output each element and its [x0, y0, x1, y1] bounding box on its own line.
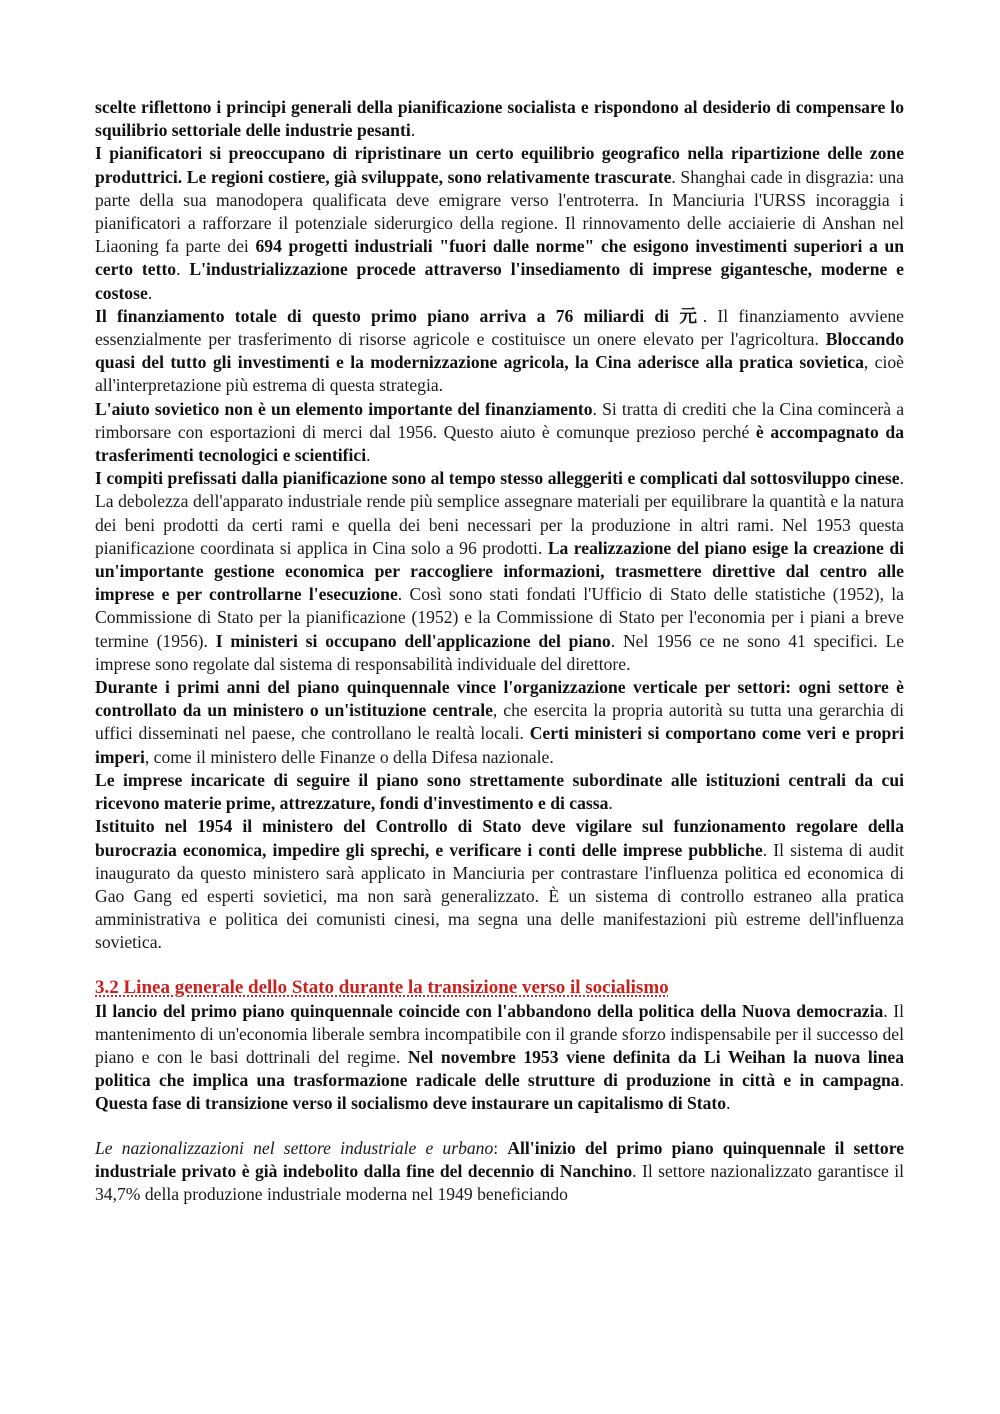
bold-text: scelte riflettono i principi generali della pianificazione socialista e rispondono al desiderio di compensare lo squilibrio settoriale delle industrie pesanti	[95, 97, 904, 141]
text-run: . Si tratta di crediti che la Cina comincerà a rimborsare con esportazioni di merci dal 1956. Questo aiuto è comunque prezioso perché	[95, 398, 904, 442]
para-imprese-subordinate	[95, 769, 904, 815]
para-compiti-pianificazione	[95, 467, 904, 676]
text-run: .	[608, 793, 613, 814]
bold-text: Durante i primi anni del piano quinquennale vince l'organizzazione verticale per settori: ogni settore è controllato da un ministero o un'istituzione centrale	[95, 677, 904, 721]
text-run: .	[899, 1070, 904, 1091]
text-run: .	[366, 445, 371, 466]
bold-text: I ministeri si occupano dell'applicazione del piano	[215, 630, 611, 651]
bold-text: Istituito nel 1954 il ministero del Controllo di Stato deve vigilare sul funzionamento regolare della burocrazia economica, impedire gli sprechi, e verificare i conti delle imprese pubbliche	[95, 816, 904, 860]
text-run: . Nel 1956 ce ne sono 41 specifici. Le imprese sono regolate dal sistema di responsabilità individuale del direttore.	[95, 630, 904, 674]
bold-text: Questa fase di transizione verso il socialismo deve instaurare un capitalismo di Stato	[95, 1093, 727, 1114]
text-run: .	[410, 120, 416, 141]
bold-text: I compiti prefissati dalla pianificazione sono al tempo stesso alleggeriti e complicati dal sottosviluppo cinese	[95, 468, 900, 489]
text-run: .	[726, 1093, 731, 1114]
para-aiuto-sovietico	[95, 398, 904, 468]
text-run: . Il finanziamento avviene essenzialmente per trasferimento di risorse agricole e costituisce un onere elevato per l'agricoltura.	[95, 305, 904, 350]
para-nazionalizzazioni	[95, 1137, 904, 1207]
bold-text: La realizzazione del piano esige la creazione di un'importante gestione economica per raccogliere informazioni, trasmettere direttive dal centro alle imprese e per controllarne l'esecuzione	[95, 537, 904, 605]
para-controllo-di-stato	[95, 815, 904, 954]
bold-text: L'industrializzazione procede attraverso l'insediamento di imprese gigantesche, moderne e costose	[95, 259, 904, 303]
bold-text: Bloccando quasi del tutto gli investimenti e la modernizzazione agricola, la Cina aderisce alla pratica sovietica	[95, 329, 904, 373]
text-run: , che esercita la propria autorità su tutta una gerarchia di uffici disseminati nel paese, che controllano le realtà locali.	[95, 700, 904, 744]
bold-text: Le imprese incaricate di seguire il piano sono strettamente subordinate alle istituzioni centrali da cui ricevono materie prime, attrezzature, fondi d'investimento e di cassa	[95, 769, 904, 814]
document-page	[95, 96, 904, 1206]
section-body	[95, 1000, 904, 1116]
bold-text: I pianificatori si preoccupano di ripristinare un certo equilibrio geografico nella ripartizione delle zone produttrici. Le regioni costiere, già sviluppate, sono relativamente trascurate	[95, 143, 904, 187]
text-run: .	[176, 259, 190, 280]
para-pianificazione-socialista	[95, 96, 904, 142]
bold-text: 694 progetti industriali "fuori dalle norme" che esigono investimenti superiori a un certo tetto	[95, 236, 905, 280]
text-run: . Shanghai cade in disgrazia: una parte della sua manodopera qualificata deve emigrare verso l'entroterra. In Manciuria l'URSS incoraggia i pianificatori a rafforzare il potenziale siderurgico della regione. Il rinnovamento delle acciaierie di Anshan nel Liaoning fa parte dei	[95, 166, 904, 257]
body-text-bottom	[95, 1137, 904, 1207]
text-run: .	[147, 282, 153, 303]
text-run: , come il ministero delle Finanze o della Difesa nazionale.	[144, 746, 554, 767]
text-run: . La debolezza dell'apparato industriale rende più semplice assegnare materiali per equilibrare la quantità e la natura dei beni prodotti da certi rami e quella dei beni necessari per la produzione in altri rami. Nel 1953 questa pianificazione coordinata si applica in Cina solo a 96 prodotti.	[95, 468, 904, 558]
bold-text: Il finanziamento totale di questo primo piano arriva a 76 miliardi di 元	[95, 305, 703, 326]
section-heading: 3.2 Linea generale dello Stato durante la transizione verso il socialismo	[95, 976, 669, 998]
italic-text: Le nazionalizzazioni nel settore industriale e urbano	[95, 1137, 494, 1158]
para-nuova-democrazia	[95, 1000, 904, 1116]
bold-text: è accompagnato da trasferimenti tecnologici e scientifici	[95, 421, 904, 466]
text-run: . Così sono stati fondati l'Ufficio di Stato delle statistiche (1952), la Commissione di Stato per la pianificazione (1952) e la Commissione di Stato per l'economia per i piani a breve termine (1956).	[95, 584, 904, 651]
text-run: :	[493, 1137, 508, 1158]
text-run: , cioè all'interpretazione più estrema di questa strategia.	[95, 352, 904, 396]
para-organizzazione-verticale	[95, 676, 904, 769]
text-run: . Il settore nazionalizzato garantisce il 34,7% della produzione industriale moderna nel 1949 beneficiando	[95, 1160, 904, 1204]
body-text-top	[95, 96, 904, 955]
text-run: . Il mantenimento di un'economia liberale sembra incompatibile con il grande sforzo indispensabile per il successo del piano e con le basi dottrinali del regime.	[95, 1000, 905, 1067]
para-equilibrio-geografico	[95, 142, 904, 304]
text-run: . Il sistema di audit inaugurato da questo ministero sarà applicato in Manciuria per contrastare l'influenza politica ed economica di Gao Gang ed esperti sovietici, ma non sarà generalizzato. È un sistema di controllo estraneo alla pratica amministrativa e politica dei comunisti cinesi, ma segna una delle manifestazioni più estreme dell'influenza sovietica.	[95, 839, 904, 953]
bold-text: Il lancio del primo piano quinquennale coincide con l'abbandono della politica della Nuova democrazia	[95, 1000, 884, 1021]
bold-text: All'inizio del primo piano quinquennale il settore industriale privato è già indebolito dalla fine del decennio di Nanchino	[95, 1137, 905, 1181]
bold-text: L'aiuto sovietico non è un elemento importante del finanziamento	[95, 398, 593, 419]
bold-text: Certi ministeri si comportano come veri e propri imperi	[95, 723, 905, 767]
bold-text: Nel novembre 1953 viene definita da Li Weihan la nuova linea politica che implica una trasformazione radicale delle strutture di produzione in città e in campagna	[95, 1046, 904, 1091]
para-finanziamento	[95, 305, 904, 398]
